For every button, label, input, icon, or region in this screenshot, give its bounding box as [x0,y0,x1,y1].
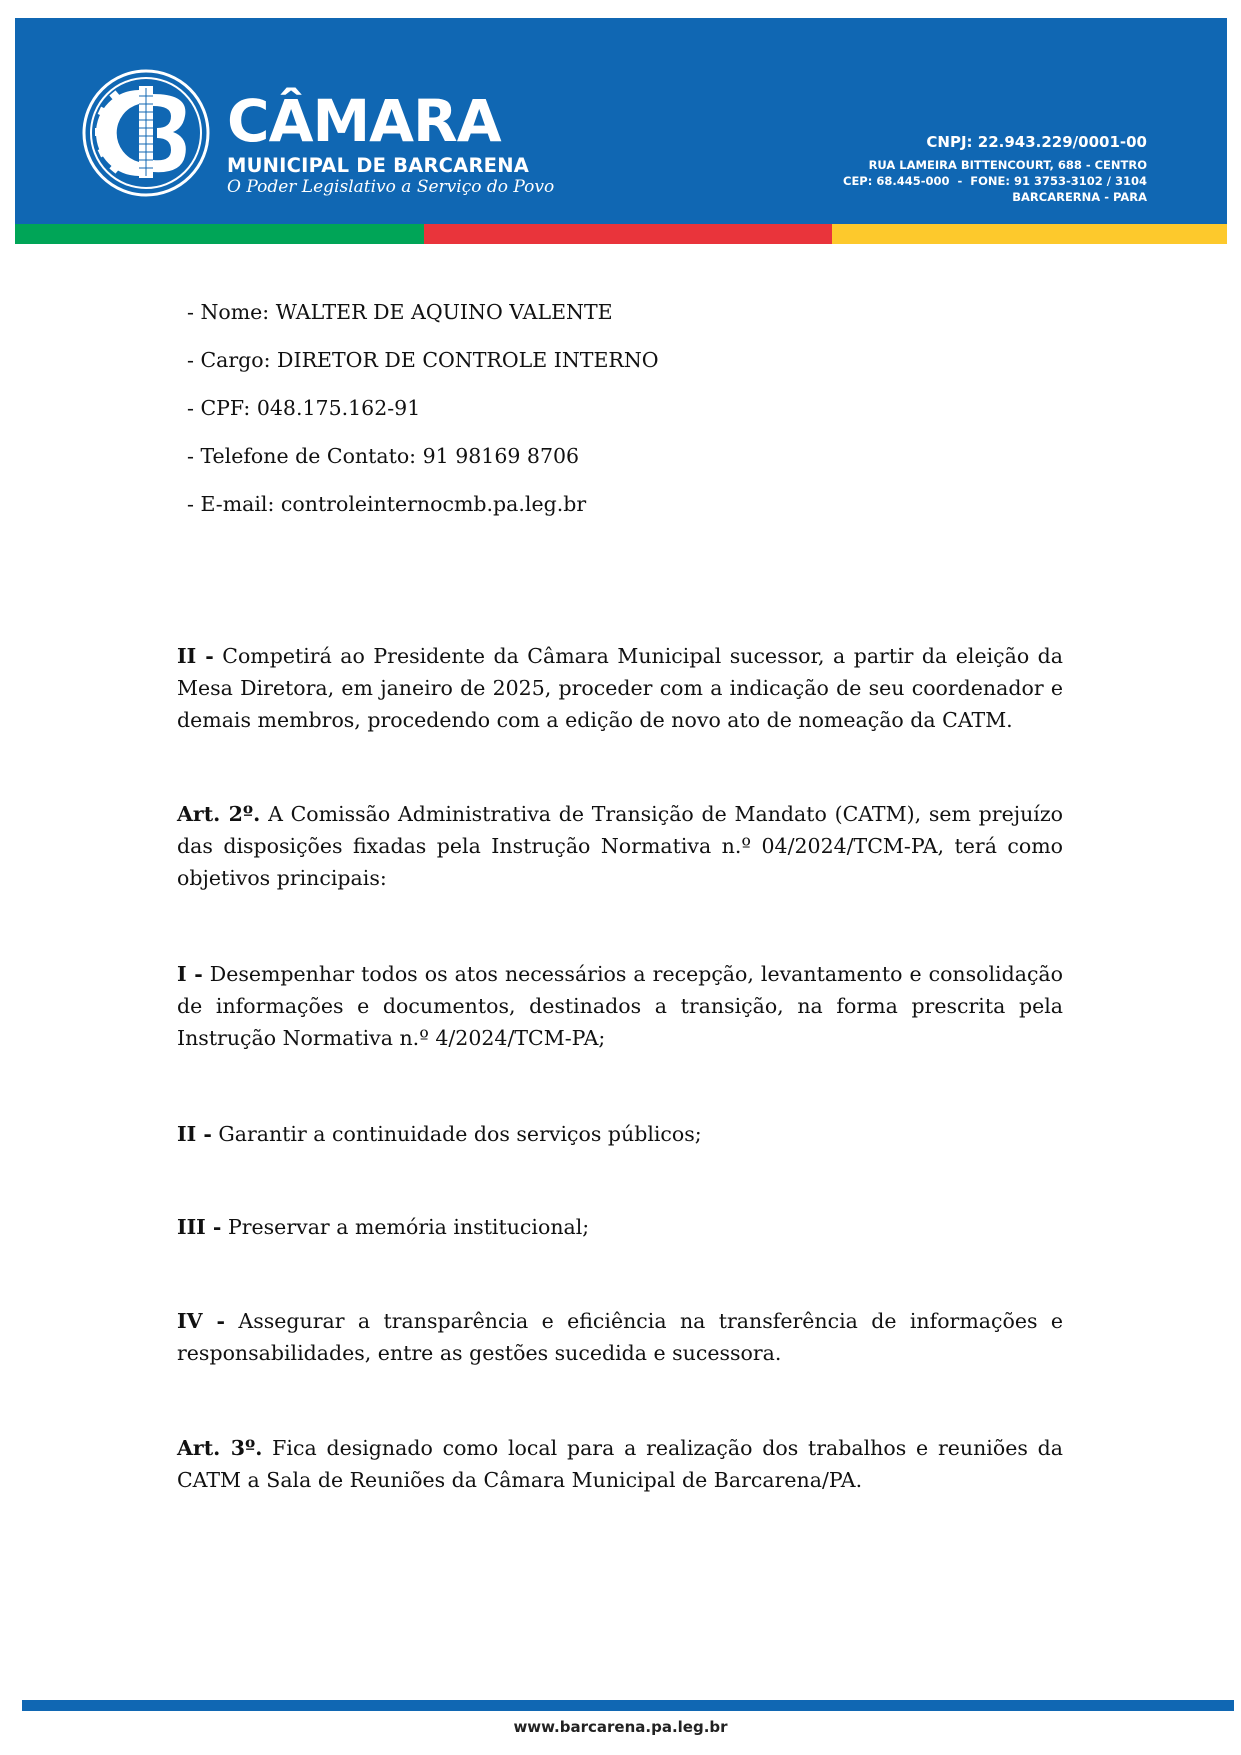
article-label: Art. 2º. [177,802,261,826]
article-text: Fica designado como local para a realização dos trabalhos e reuniões da CATM a Sala de Reuniões da Câmara Municipal de Barcarena/PA. [177,1436,1063,1492]
member-info-list [187,300,1073,540]
stripe-red [424,224,832,244]
paragraph-text: Competirá ao Presidente da Câmara Municipal sucessor, a partir da eleição da Mesa Diretora, em janeiro de 2025, proceder com a indicação de seu coordenador e demais membros, procedendo com a edição de novo ato de nomeação da CATM. [177,644,1063,732]
member-name: - Nome: WALTER DE AQUINO VALENTE [187,300,613,324]
member-phone: - Telefone de Contato: 91 98169 8706 [187,444,580,468]
objective-text: Desempenhar todos os atos necessários a recepção, levantamento e consolidação de informações e documentos, destinados a transição, na forma prescrita pela Instrução Normativa n.º 4/2024/TCM-PA; [177,962,1063,1050]
stripe-green [15,224,424,244]
contact-block [843,133,1147,205]
article-label: Art. 3º. [177,1436,263,1460]
article-3 [177,1432,1063,1496]
objective-i [177,958,1063,1054]
objective-text: Assegurar a transparência e eficiência na transferência de informações e responsabilidades, entre as gestões sucedida e sucessora. [177,1309,1063,1365]
article-2 [177,798,1063,894]
member-email: - E-mail: controleinternocmb.pa.leg.br [187,492,587,516]
stripe-yellow [832,224,1227,244]
article-text: A Comissão Administrativa de Transição de Mandato (CATM), sem prejuízo das disposições fixadas pela Instrução Normativa n.º 04/2024/TCM-PA, terá como objetivos principais: [177,802,1063,890]
objective-text: Garantir a continuidade dos serviços públicos; [211,1122,702,1146]
objective-iii [177,1211,1063,1243]
address: RUA LAMEIRA BITTENCOURT, 688 - CENTRO [868,158,1147,172]
member-role: - Cargo: DIRETOR DE CONTROLE INTERNO [187,348,659,372]
gear-chimney-emblem-icon [81,68,211,198]
city: BARCARERNA - PARA [1012,190,1147,204]
brand-slogan: O Poder Legislativo a Serviço do Povo [227,177,555,197]
cep-phone: CEP: 68.445-000 - FONE: 91 3753-3102 / 3104 [843,174,1147,188]
objective-label: III - [177,1215,222,1239]
letterhead-banner [15,18,1227,244]
objective-label: IV - [177,1309,226,1333]
paragraph-ii-successor [177,640,1063,736]
footer-website-link[interactable]: www.barcarena.pa.leg.br [513,1718,728,1736]
footer-bar [22,1700,1234,1711]
brand-title: CÂMARA [227,87,501,155]
flag-stripes [15,224,1227,244]
objective-label: I - [177,962,203,986]
brand-subtitle: MUNICIPAL DE BARCARENA [227,154,530,177]
cnpj: CNPJ: 22.943.229/0001-00 [926,133,1147,151]
member-cpf: - CPF: 048.175.162-91 [187,396,421,420]
objective-iv [177,1305,1063,1369]
objective-label: II - [177,1122,212,1146]
objective-ii [177,1118,1063,1150]
objective-text: Preservar a memória institucional; [221,1215,590,1239]
paragraph-label: II - [177,644,214,668]
